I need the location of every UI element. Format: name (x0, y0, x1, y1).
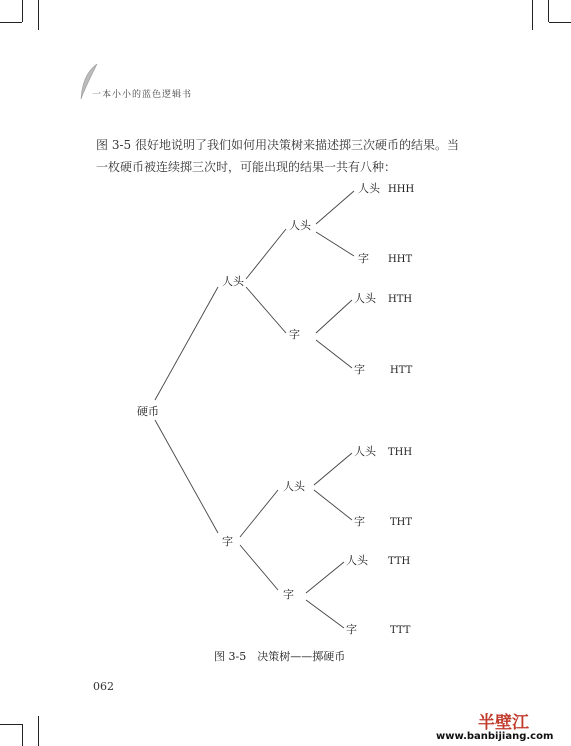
tree-node-l3-1: 人头 (358, 182, 380, 195)
tree-node-l2-1: 人头 (289, 219, 311, 232)
tree-node-root: 硬币 (137, 405, 159, 418)
outcome-1: HHH (388, 184, 415, 195)
tree-node-l3-2: 字 (358, 252, 369, 265)
tree-node-l3-8: 字 (346, 623, 357, 636)
watermark-url: www.banbijiang.com (436, 731, 554, 742)
tree-node-l1-tails: 字 (222, 535, 233, 548)
outcome-3: HTH (388, 294, 413, 305)
outcome-7: TTH (388, 556, 411, 567)
book-title-header: 一本小小的蓝色逻辑书 (92, 90, 193, 100)
outcome-2: HHT (388, 254, 413, 265)
outcome-4: HTT (390, 365, 413, 376)
tree-node-l2-3: 人头 (283, 480, 305, 493)
paragraph-line-2: 一枚硬币被连续掷三次时，可能出现的结果一共有八种： (96, 160, 397, 174)
tree-node-l2-4: 字 (283, 588, 294, 601)
tree-node-l2-2: 字 (289, 328, 300, 341)
tree-node-l3-6: 字 (354, 515, 365, 528)
outcome-5: THH (388, 447, 413, 458)
tree-node-l3-7: 人头 (346, 554, 368, 567)
outcome-6: THT (390, 517, 413, 528)
page-number: 062 (93, 680, 114, 693)
tree-edges (155, 191, 354, 628)
tree-node-l1-heads: 人头 (222, 275, 244, 288)
tree-node-l3-5: 人头 (354, 445, 376, 458)
watermark-logo: 半壁江 (478, 713, 529, 733)
outcome-8: TTT (390, 625, 411, 636)
figure-caption: 图 3-5 决策树——掷硬币 (214, 650, 346, 663)
tree-node-l3-4: 字 (354, 363, 365, 376)
tree-node-l3-3: 人头 (354, 292, 376, 305)
paragraph-line-1: 图 3-5 很好地说明了我们如何用决策树来描述掷三次硬币的结果。当 (96, 138, 459, 152)
